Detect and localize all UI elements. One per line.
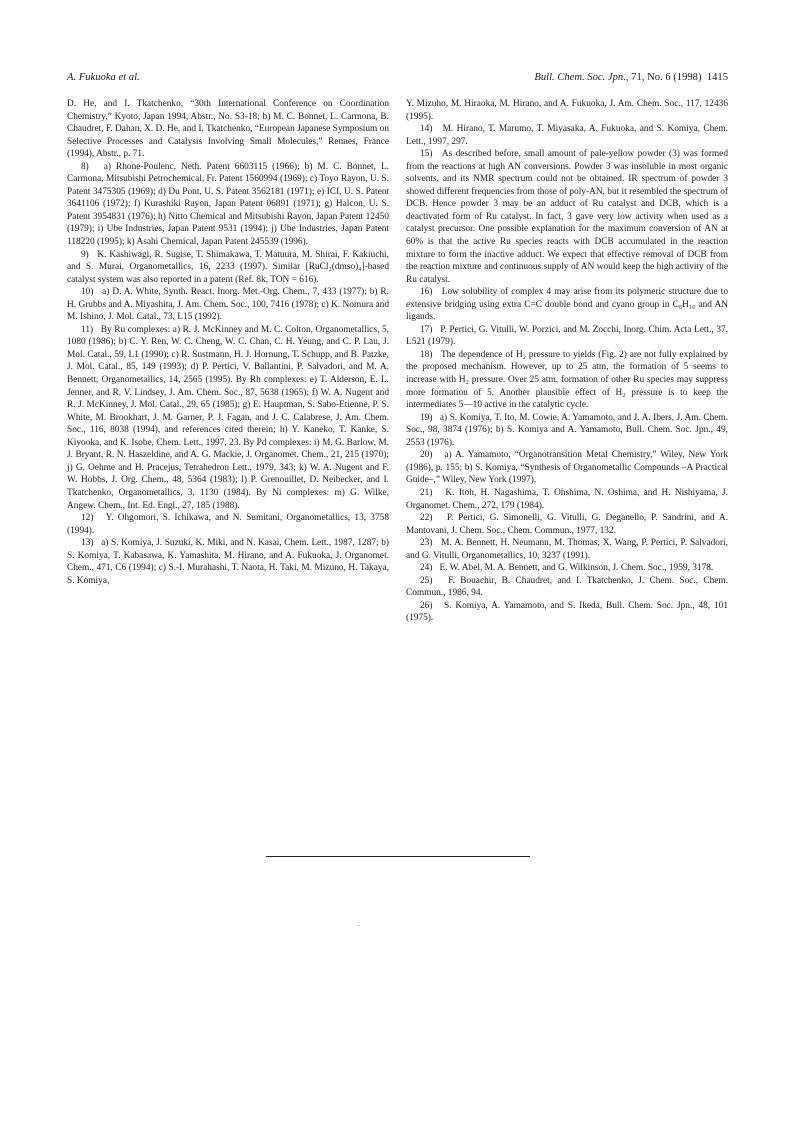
reference-item: 18) The dependence of H₂ pressure to yields (Fig. 2) are not fully explained by the proposed mechanism. However, up to 25 atm, the formation of 5 seems to increase with H₂ pressure. Over 25 atm, formation of other Ru species may suppress more formation of 5. Another plausible effect of H₂ pressure is to keep the intermediates 5—10 active in the catalytic cycle. (406, 349, 728, 411)
reference-item: 10) a) D. A. White, Synth. React. Inorg. Met.-Org. Chem., 7, 433 (1977); b) R. H. Grubbs and A. Miyashita, J. Am. Chem. Soc., 100, 7416 (1978); c) K. Nomura and M. Ishino, J. Mol. Catal., 73, L15 (1992). (67, 287, 389, 323)
reference-item: D. He, and I. Tkatchenko, “30th International Conference on Coordination Chemistry,” Kyoto, Japan 1994, Abstr., No. S3-18; b) M. C. Bonnet, L. Carmona, B. Chaudret, F. Dahan, X. D. He, and I. Tkatchenko, “European Japanese Symposium on Selective Processes and Catalysis Involving Small Molecules,” Rennes, France (1994), Abstr., p. 71. (67, 99, 389, 160)
running-head-citation (534, 69, 728, 87)
reference-item: 26) S. Komiya, A. Yamamoto, and S. Ikeda, Bull. Chem. Soc. Jpn., 48, 101 (1975). (406, 600, 728, 624)
reference-item: 19) a) S. Komiya, T. Ito, M. Cowie, A. Yamamoto, and J. A. Ibers, J. Am. Chem. Soc., 98, 3874 (1976); b) S. Komiya and A. Yamamoto, Bull. Chem. Soc. Jpn., 49, 2553 (1976). (406, 412, 728, 448)
references-right-column (406, 98, 728, 625)
reference-item: 21) K. Itoh, H. Nagashima, T. Ohshima, N. Oshima, and H. Nishiyama, J. Organomet. Chem., 272, 179 (1984). (406, 487, 728, 511)
running-head (67, 69, 728, 87)
running-head-journal: Bull. Chem. Soc. Jpn., (534, 72, 629, 83)
page-number: 1415 (706, 72, 728, 83)
reference-item: 23) M. A. Bennett, H. Neumann, M. Thomas, X. Wang, P. Pertici, P. Salvadori, and G. Vitulli, Organometallics, 10, 3237 (1991). (406, 538, 728, 561)
reference-item: 24) E. W. Abel, M. A. Bennett, and G. Wilkinson, J. Chem. Soc., 1959, 3178. (420, 563, 714, 574)
reference-item: 15) As described before, small amount of pale-yellow powder (3) was formed from the reactions at high AN conversions. Powder 3 was insoluble in most organic solvents, and its NMR spectrum could not be obtained. IR spectrum of powder 3 showed different frequencies from those of poly-AN, but it resembled the spectrum of DCB. Hence powder 3 may be an adduct of Ru catalyst and DCB, which is a deactivated form of Ru catalyst. In fact, 3 gave very low activity when used as a catalyst precursor. One possible explanation for the maximum conversion of AN at 60% is that the active Ru species reacts with DCB accumulated in the reaction mixture to form the inactive adduct. We expect that effective removal of DCB from the reaction mixture and continuous supply of AN would keep the high activity of the Ru catalyst. (406, 149, 728, 285)
reference-item: 20) a) A. Yamamoto, “Organotransition Metal Chemistry,” Wiley, New York (1986), p. 155; b) S. Komiya, “Synthesis of Organometallic Compounds –A Practical Guide–,” Wiley, New York (1997). (406, 450, 728, 486)
reference-item: 9) K. Kashiwagi, R. Sugise, T. Shimakawa, T. Matuura, M. Shirai, F. Kakiuchi, and S. Murai, Organometallics, 16, 2233 (1997). Similar [RuCl₂(dmso)₄]-based catalyst system was also reported in a patent (Ref. 8k, TON = 616). (67, 249, 389, 285)
reference-item: 22) P. Pertici, G. Simonelli, G. Vitulli, G. Deganello, P. Sandrini, and A. Mantovani, J. Chem. Soc., Chem. Commun., 1977, 132. (406, 513, 728, 536)
reference-item: 14) M. Hirano, T. Marumo, T. Miyasaka, A. Fukuoka, and S. Komiya, Chem. Lett., 1997, 297. (406, 124, 728, 147)
running-head-authors: A. Fukuoka et al. (67, 72, 140, 83)
references-left-column (67, 98, 389, 587)
stray-mark (358, 925, 359, 926)
reference-item: 16) Low solubility of complex 4 may arise from its polymeric structure due to extensive bridging using extra C=C double bond and cyano group in C₈H₁₀ and AN ligands. (406, 287, 728, 323)
running-head-volume: 71, No. 6 (1998) (628, 72, 702, 83)
reference-item: 17) P. Pertici, G. Vitulli, W. Porzici, and M. Zocchi, Inorg. Chim. Acta Lett., 37, L521 (1979). (406, 324, 728, 348)
reference-item: 25) F. Bouachir, B. Chaudret, and I. Tkatchenko, J. Chem. Soc., Chem. Commun., 1986, 94. (406, 575, 728, 599)
reference-item: 8) a) Rhone-Poulenc, Neth. Patent 6603115 (1966); b) M. C. Bonnet, L. Carmona, Mitsubishi Petrochemical, Fr. Patent 1560994 (1969); c) Toyo Rayon, U. S. Patent 3475305 (1969); d) Du Pont, U. S. Patent 3562181 (1971); e) ICI, U. S. Patent 3641106 (1972); f) Kurashiki Rayon, Japan Patent 06891 (1971); g) Halcon, U. S. Patent 3954831 (1976); h) Nitto Chemical and Mitsubishi Rayon, Japan Patent 12450 (1979); i) Ube Industries, Japan Patent 9531 (1994); j) Ube Industries, Japan Patent 118220 (1995); k) Asahi Chemical, Japan Patent 245539 (1996). (67, 161, 389, 248)
reference-item: 13) a) S. Komiya, J. Suzuki, K. Miki, and N. Kasai, Chem. Lett., 1987, 1287; b) S. Komiya, T. Kabasawa, K. Yamashita, M. Hirano, and A. Fukuoka, J. Organomet. Chem., 471, C6 (1994); c) S.-I. Murahashi, T. Naota, H. Taki, M. Mizuno, H. Takaya, S. Komiya, (67, 538, 389, 586)
reference-item: 12) Y. Ohgomori, S. Ichikawa, and N. Sumitani, Organometallics, 13, 3758 (1994). (67, 513, 389, 536)
end-of-article-rule (266, 856, 530, 857)
reference-item: 11) By Ru complexes: a) R. J. McKinney and M. C. Colton, Organometallics, 5, 1080 (1986); b) C. Y. Ren, W. C. Cheng, W. C. Chan, C. H. Yeung, and C. P. Lau, J. Mol. Catal., 59, L1 (1990); c) R. Sustmann, H. J. Hornung, T. Schupp, and B. Patzke, J. Mol. Catal., 85, 149 (1993); d) P. Pertici, V. Ballantini, P. Salvadori, and M. A. Bennett, Organometallics, 14, 2565 (1995). By Rh complexes: e) T. Alderson, E. L. Jenner, and R. V. Lindsey, J. Am. Chem. Soc., 87, 5638 (1965); f) W. A. Nugent and R. J. McKinney, J. Mol. Catal., 29, 65 (1985); g) E. Hauptman, S. Sabo-Etienne, P. S. White, M. Brookhart, J. M. Garner, P. J. Fagan, and J. C. Calabrese, J. Am. Chem. Soc., 116, 8038 (1994), and references cited therein; h) Y. Kaneko, T. Kanke, S. Kiyooka, and K. Isobe, Chem. Lett., 1997, 23. By Pd complexes: i) M. G. Barlow, M. J. Bryant, R. N. Haszeldine, and A. G. Mackie, J. Organomet. Chem., 21, 215 (1970); j) G. Oehme and H. Pracejus, Tetrahedron Lett., 1979, 343; k) W. A. Nugent and F. W. Hobbs, J. Org. Chem., 48, 5364 (1983); l) P. Grenouillet, D. Neibecker, and I. Tkatchenko, Organometallics, 3, 1130 (1984). By Ni complexes: m) G. Wilke, Angew. Chem., Int. Ed. Engl., 27, 185 (1988). (67, 324, 389, 511)
reference-item: Y. Mizuho, M. Hiraoka, M. Hirano, and A. Fukuoka, J. Am. Chem. Soc., 117, 12436 (1995). (406, 99, 728, 122)
